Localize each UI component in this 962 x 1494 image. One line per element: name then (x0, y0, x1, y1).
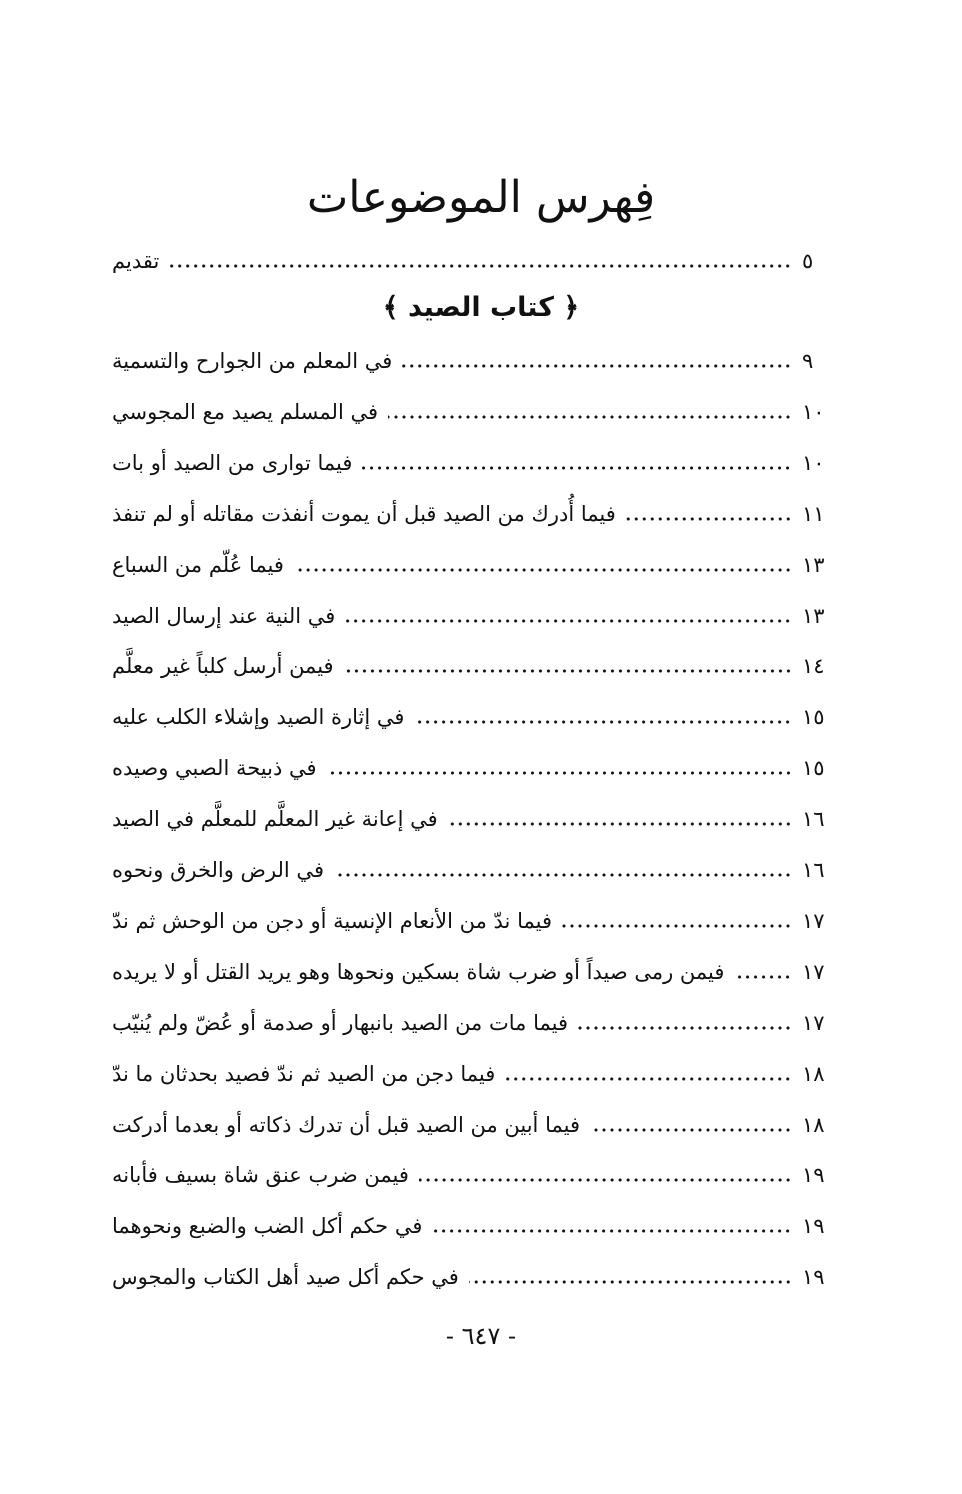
entry-text: في إعانة غير المعلَّم للمعلَّم في الصيد (112, 807, 438, 832)
entry-text: فيما أُدرك من الصيد قبل أن يموت أنفذت مقاتله أو لم تنفذ (112, 501, 616, 526)
entry-page-number: ١٧ (802, 959, 825, 984)
entry-text: فيما أبين من الصيد قبل أن تدرك ذكاته أو بعدما أدركت (112, 1112, 580, 1137)
entry-page-number: ٥ (802, 249, 814, 273)
dot-leader (169, 264, 792, 268)
toc-entry (112, 595, 838, 631)
dot-leader (432, 1229, 792, 1233)
entry-text: فيمن رمى صيداً أو ضرب شاة بسكين ونحوها وهو يريد القتل أو لا يريده (112, 959, 725, 984)
dot-leader (345, 619, 792, 623)
entry-text: فيما دجن من الصيد ثم ندّ فصيد بحدثان ما ندّ (112, 1061, 496, 1086)
toc-entry (112, 747, 838, 783)
toc-entry (112, 1154, 838, 1190)
dot-leader (626, 517, 792, 521)
toc-entry (112, 1104, 838, 1140)
toc-entry (112, 1256, 838, 1292)
dot-leader (414, 720, 792, 724)
toc-entry (112, 340, 838, 376)
toc-entry (112, 849, 838, 885)
entry-page-number: ١٦ (802, 858, 825, 882)
entry-page-number: ١٣ (802, 552, 825, 577)
entry-text: في الرض والخرق ونحوه (112, 858, 324, 882)
entry-page-number: ١٠ (802, 450, 825, 475)
entry-text: في النية عند إرسال الصيد (112, 603, 336, 628)
entry-page-number: ١١ (802, 501, 825, 526)
entry-text: في حكم أكل الضب والضبع ونحوهما (112, 1214, 423, 1239)
entry-text: تقديم (112, 249, 160, 273)
dot-leader (734, 975, 792, 979)
dot-leader (419, 1178, 792, 1182)
toc-entry (112, 1002, 838, 1038)
toc-entry (112, 696, 838, 732)
entry-text: فيما توارى من الصيد أو بات (112, 450, 353, 475)
entry-page-number: ١٩ (802, 1265, 825, 1290)
entry-page-number: ١٦ (802, 807, 825, 832)
dot-leader (388, 415, 792, 419)
dot-leader (448, 822, 792, 826)
entry-page-number: ١٤ (802, 654, 825, 679)
entry-text: في المسلم يصيد مع المجوسي (112, 399, 378, 424)
intro-entry (112, 240, 838, 276)
entry-text: فيمن ضرب عنق شاة بسيف فأبانه (112, 1163, 409, 1188)
entry-page-number: ١٣ (802, 603, 825, 628)
entry-page-number: ٩ (802, 349, 814, 373)
toc-entry (112, 645, 838, 681)
entry-page-number: ١٧ (802, 908, 825, 933)
toc-entry (112, 900, 838, 936)
entry-text: فيما مات من الصيد بانبهار أو صدمة أو عُضّ ولم يُنيّب (112, 1010, 568, 1035)
toc-entry (112, 1205, 838, 1241)
entry-page-number: ١٨ (802, 1061, 825, 1086)
entry-page-number: ١٧ (802, 1010, 825, 1035)
entry-page-number: ١٩ (802, 1163, 825, 1188)
entry-text: في إثارة الصيد وإشلاء الكلب عليه (112, 705, 405, 730)
dot-leader (590, 1128, 792, 1132)
toc-entry (112, 391, 838, 427)
dot-leader (469, 1280, 792, 1284)
toc-entry (112, 493, 838, 529)
toc-entry (112, 951, 838, 987)
section-heading: ﴿ كتاب الصيد ﴾ (382, 292, 580, 323)
entry-text: فيمن أرسل كلباً غير معلَّم (112, 654, 334, 679)
dot-leader (402, 364, 792, 368)
entry-page-number: ١٥ (802, 756, 825, 781)
entry-text: في المعلم من الجوارح والتسمية (112, 349, 393, 373)
dot-leader (362, 466, 792, 470)
dot-leader (562, 924, 792, 928)
entry-page-number: ١٩ (802, 1214, 825, 1239)
toc-entry (112, 544, 838, 580)
page-title: فِهرس الموضوعات (306, 172, 656, 223)
toc-entry (112, 798, 838, 834)
entry-text: في ذبيحة الصبي وصيده (112, 756, 317, 781)
entry-page-number: ١٥ (802, 705, 825, 730)
entry-text: فيما عُلّم من السباع (112, 552, 284, 577)
entry-page-number: ١٠ (802, 399, 825, 424)
page-number: - ٦٤٧ - (445, 1322, 517, 1350)
dot-leader (327, 771, 792, 775)
dot-leader (505, 1077, 792, 1081)
dot-leader (294, 568, 792, 572)
dot-leader (344, 669, 792, 673)
entry-text: فيما ندّ من الأنعام الإنسية أو دجن من الوحش ثم ندّ (112, 908, 552, 933)
toc-entry (112, 1053, 838, 1089)
dot-leader (334, 873, 792, 877)
dot-leader (578, 1026, 792, 1030)
toc-entry (112, 442, 838, 478)
entry-page-number: ١٨ (802, 1112, 825, 1137)
entry-text: في حكم أكل صيد أهل الكتاب والمجوس (112, 1265, 459, 1290)
